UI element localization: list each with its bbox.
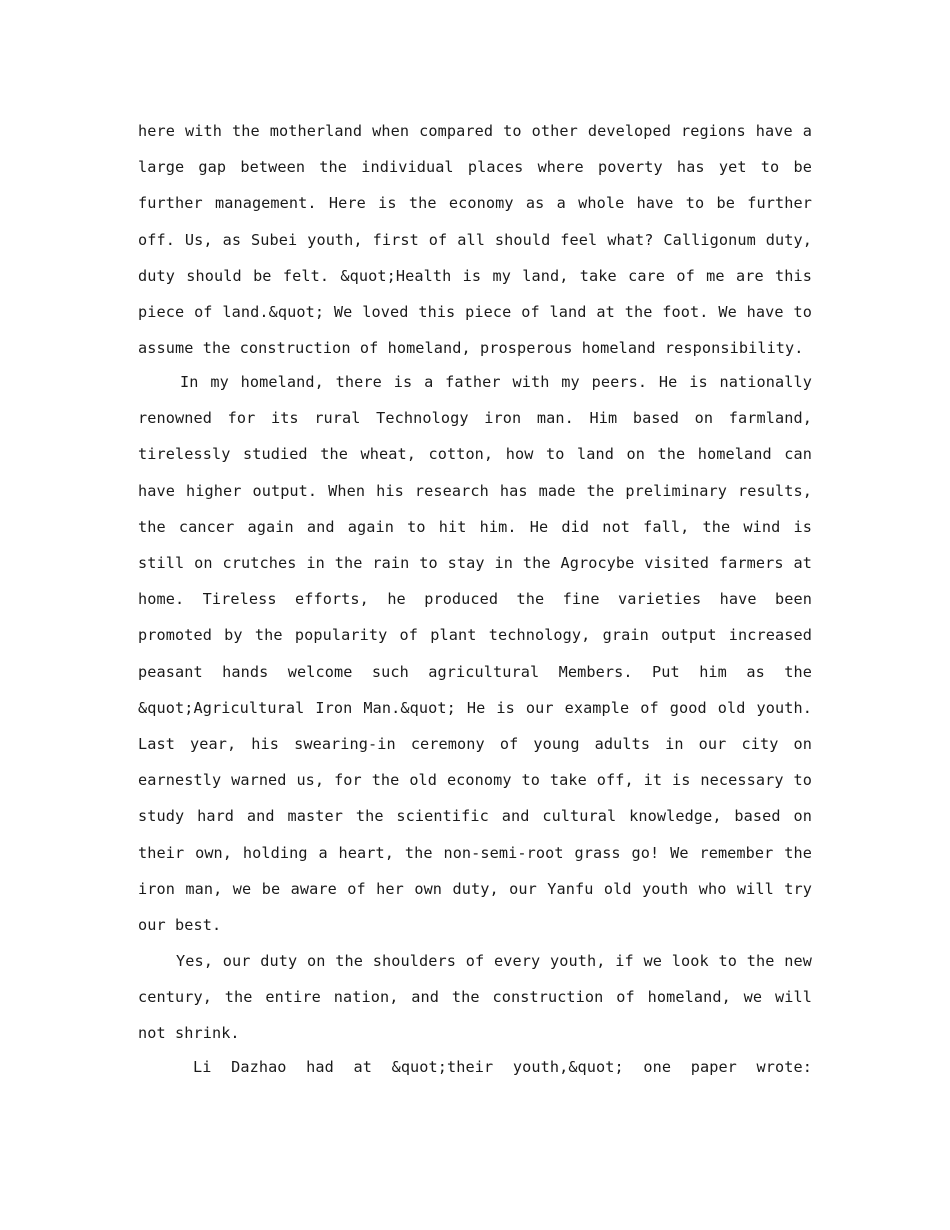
- paragraph-3: Yes, our duty on the shoulders of every youth, if we look to the new century, the entire nation, and the construction of homeland, we will not shrink.: [138, 952, 812, 1043]
- paragraph-4: Li Dazhao had at &quot;their youth,&quot; one paper wrote:: [193, 1058, 812, 1076]
- paragraph-1: here with the motherland when compared to other developed regions have a large gap between the individual places where poverty has yet to be further management. Here is the economy as a whole have to be further off. Us, as Subei youth, first of all should feel what? Calligonum duty, duty should be felt. &quot;Health is my land, take care of me are this piece of land.&quot; We loved this piece of land at the foot. We have to assume the construction of homeland, prosperous homeland responsibility.: [138, 122, 812, 358]
- paragraph-2: In my homeland, there is a father with my peers. He is nationally renowned for its rural Technology iron man. Him based on farmland, tirelessly studied the wheat, cotton, how to land on the homeland can have higher output. When his research has made the preliminary results, the cancer again and again to hit him. He did not fall, the wind is still on crutches in the rain to stay in the Agrocybe visited farmers at home. Tireless efforts, he produced the fine varieties have been promoted by the popularity of plant technology, grain output increased peasant hands welcome such agricultural Members. Put him as the &quot;Agricultural Iron Man.&quot; He is our example of good old youth. Last year, his swearing-in ceremony of young adults in our city on earnestly warned us, for the old economy to take off, it is necessary to study hard and master the scientific and cultural knowledge, based on their own, holding a heart, the non-semi-root grass go! We remember the iron man, we be aware of her own duty, our Yanfu old youth who will try our best.: [138, 373, 812, 935]
